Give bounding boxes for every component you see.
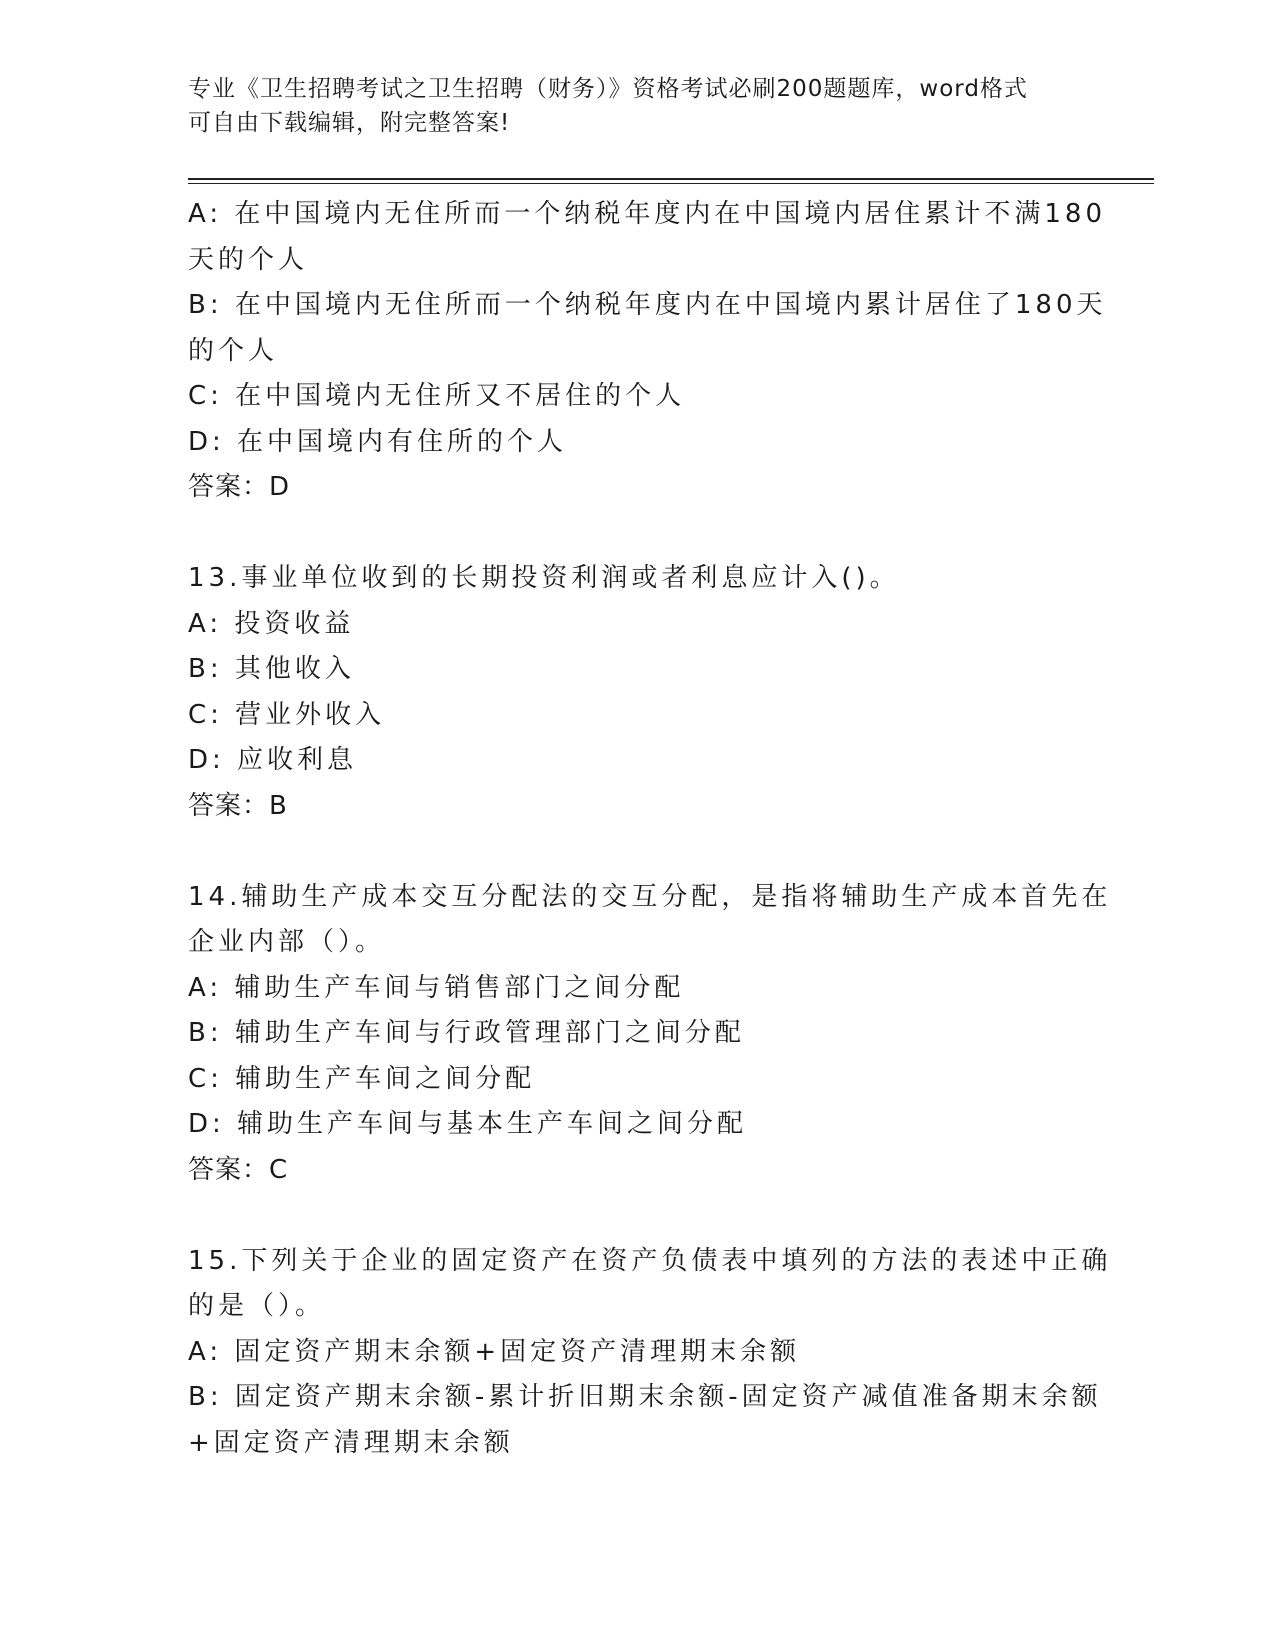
spacer bbox=[188, 1193, 1078, 1239]
question-14-block bbox=[188, 875, 1112, 1194]
q12-answer: 答案：D bbox=[188, 472, 291, 502]
header-title-line-2: 可自由下载编辑，附完整答案! bbox=[188, 110, 511, 136]
q13-option-c: C: 营业外收入 bbox=[188, 699, 386, 730]
q13-option-b: B: 其他收入 bbox=[188, 654, 355, 684]
spacer bbox=[188, 511, 1078, 557]
document-header bbox=[188, 72, 1068, 140]
q14-answer: 答案：C bbox=[188, 1154, 289, 1185]
q14-question-line-1: 14.辅助生产成本交互分配法的交互分配，是指将辅助生产成本首先在 bbox=[188, 881, 1112, 912]
q13-answer: 答案：B bbox=[188, 790, 288, 821]
q15-option-a: A: 固定资产期末余额+固定资产清理期末余额 bbox=[188, 1336, 801, 1367]
q14-option-a: A: 辅助生产车间与销售部门之间分配 bbox=[188, 972, 685, 1003]
q15-option-b-line-1: B: 固定资产期末余额-累计折旧期末余额-固定资产减值准备期末余额 bbox=[188, 1382, 1102, 1412]
q13-question: 13.事业单位收到的长期投资利润或者利息应计入()。 bbox=[188, 563, 900, 593]
q12-option-c: C: 在中国境内无住所又不居住的个人 bbox=[188, 381, 686, 411]
question-15-block bbox=[188, 1239, 1112, 1467]
header-divider-thin bbox=[188, 183, 1154, 184]
q14-option-d: D: 辅助生产车间与基本生产车间之间分配 bbox=[188, 1109, 748, 1139]
q14-question-line-2: 企业内部（）。 bbox=[188, 927, 386, 957]
header-divider-thick bbox=[188, 178, 1154, 180]
q12-option-b-line-1: B: 在中国境内无住所而一个纳税年度内在中国境内累计居住了180天 bbox=[188, 290, 1107, 320]
q15-question-line-1: 15.下列关于企业的固定资产在资产负债表中填列的方法的表述中正确 bbox=[188, 1245, 1112, 1276]
q15-option-b-line-2: +固定资产清理期末余额 bbox=[188, 1427, 514, 1458]
spacer bbox=[188, 829, 1078, 875]
question-13-block bbox=[188, 556, 1078, 829]
question-list bbox=[188, 192, 1112, 1466]
q15-question-line-2: 的是（）。 bbox=[188, 1291, 326, 1321]
q12-option-d: D: 在中国境内有住所的个人 bbox=[188, 426, 568, 457]
q12-option-b-line-2: 的个人 bbox=[188, 335, 279, 366]
q12-option-a-line-1: A: 在中国境内无住所而一个纳税年度内在中国境内居住累计不满180 bbox=[188, 199, 1106, 229]
q13-option-a: A: 投资收益 bbox=[188, 608, 355, 639]
q13-option-d: D: 应收利息 bbox=[188, 745, 358, 775]
header-title-line-1: 专业《卫生招聘考试之卫生招聘（财务）》资格考试必刷200题题库，word格式 bbox=[188, 76, 1028, 102]
q14-option-c: C: 辅助生产车间之间分配 bbox=[188, 1063, 536, 1094]
q14-option-b: B: 辅助生产车间与行政管理部门之间分配 bbox=[188, 1018, 745, 1048]
question-12-block bbox=[188, 192, 1107, 511]
q12-option-a-line-2: 天的个人 bbox=[188, 244, 309, 275]
